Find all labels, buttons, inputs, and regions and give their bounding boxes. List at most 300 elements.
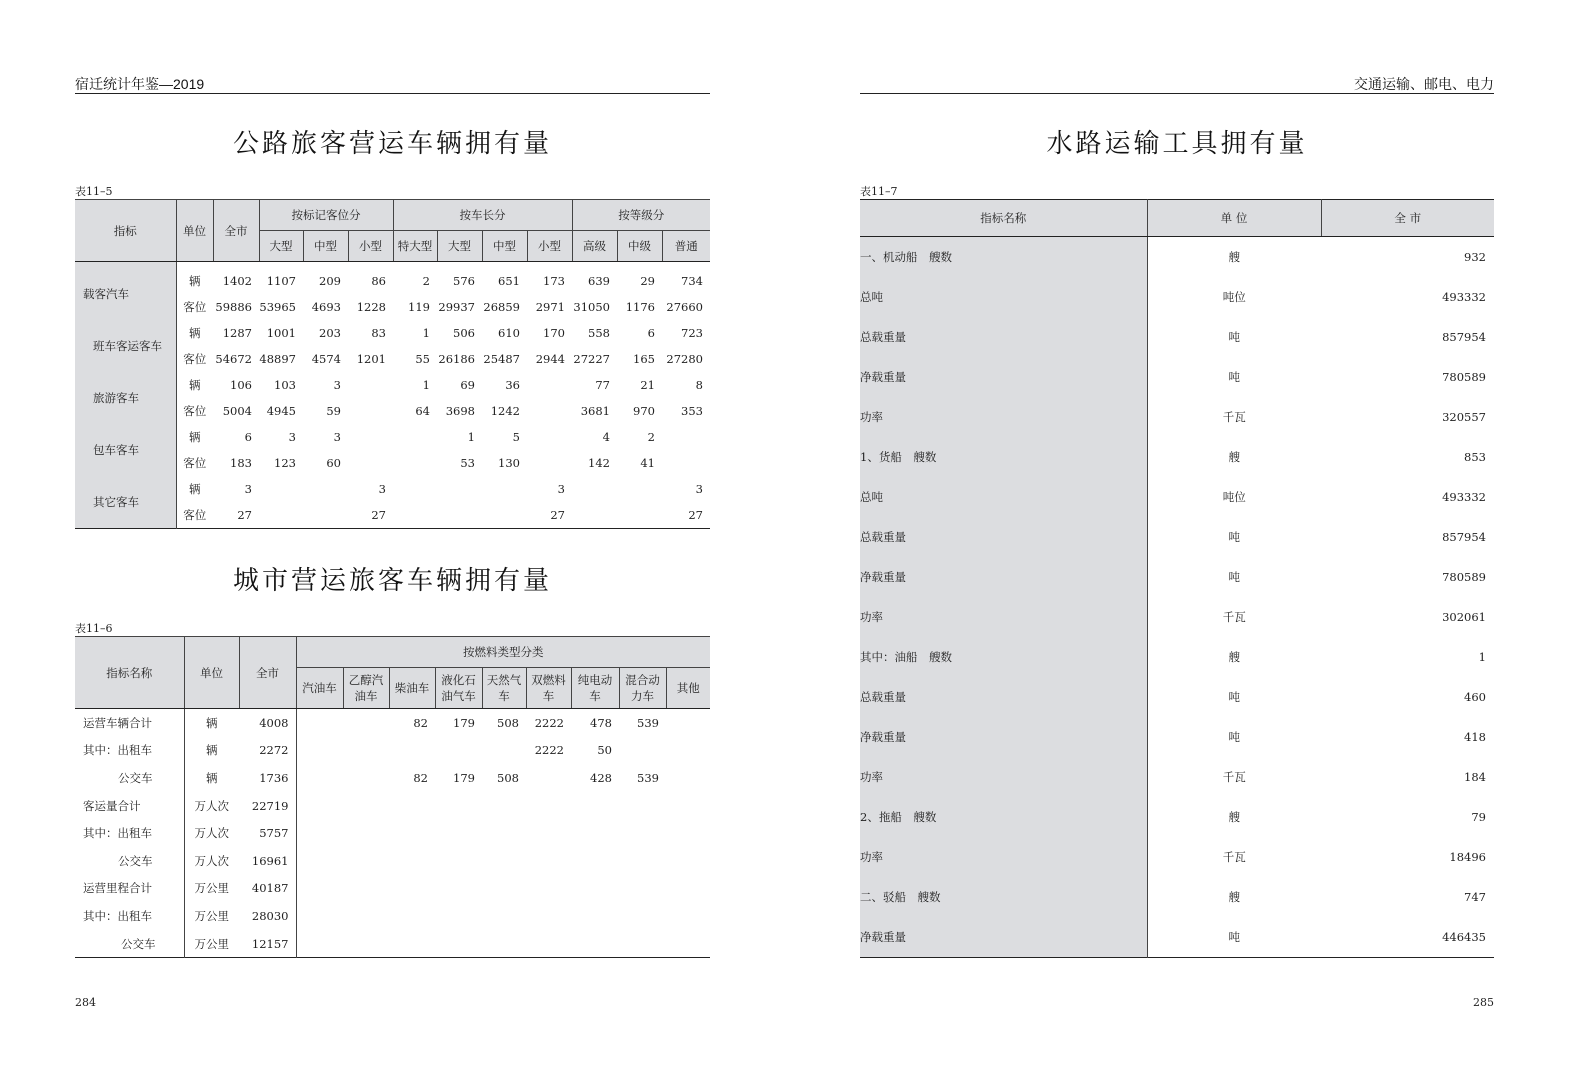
value-cell: 16961: [239, 847, 296, 875]
value-cell: 22719: [239, 792, 296, 820]
value-cell: 970: [633, 404, 655, 418]
value-cell: [482, 847, 526, 875]
value-cell: 428: [590, 770, 612, 785]
row-label: 一、机动船 艘数: [860, 237, 1147, 278]
value-cell: 31050: [573, 300, 610, 314]
value-cell: 5757: [239, 819, 296, 847]
value-cell: 27: [237, 508, 252, 522]
value-cell: 53: [460, 456, 475, 470]
value-cell: 165: [633, 352, 655, 366]
value-cell: [296, 792, 343, 820]
value-cell: [482, 819, 526, 847]
value-cell: 1: [467, 430, 475, 444]
value-cell: [619, 930, 666, 958]
value-cell: 1242: [490, 404, 520, 418]
value-cell: 539: [637, 715, 659, 730]
value-cell: [482, 792, 526, 820]
header-unit: 单 位: [1147, 200, 1321, 237]
row-label: 二、驳船 艘数: [860, 877, 1147, 917]
row-label: 公交车: [75, 764, 184, 792]
header-group-fuel: 按燃料类型分类: [296, 637, 710, 668]
value-cell: [619, 737, 666, 765]
header-group-grade: 按等级分: [572, 200, 710, 231]
row-label: 其中：出租车: [75, 902, 184, 930]
table-11-5: [75, 199, 710, 529]
table-row: [860, 677, 1494, 717]
table-row: [860, 277, 1494, 317]
value-cell: [571, 792, 619, 820]
unit-cell: 吨: [1228, 570, 1240, 584]
value-cell: [393, 424, 437, 450]
value-cell: 123: [274, 456, 296, 470]
table-row: [75, 372, 710, 398]
header-sub: 中型: [303, 231, 348, 262]
header-sub: 天然气车: [482, 668, 526, 709]
value-cell: [482, 930, 526, 958]
value-cell: 3: [378, 482, 386, 496]
row-label: 其它客车: [75, 476, 176, 529]
header-sub: 混合动力车: [619, 668, 666, 709]
value-cell: 320557: [1442, 410, 1486, 424]
value-cell: [666, 902, 710, 930]
value-cell: [343, 709, 389, 737]
table-11-6-title: 城市营运旅客车辆拥有量: [232, 566, 552, 596]
unit-cell: 千瓦: [1222, 610, 1246, 624]
row-label: 总载重量: [860, 317, 1147, 357]
unit-cell: 千瓦: [1222, 770, 1246, 784]
header-group-seats: 按标记客位分: [259, 200, 393, 231]
table-row: [860, 717, 1494, 757]
value-cell: 418: [1464, 730, 1486, 744]
header-rule-right: [860, 93, 1494, 94]
value-cell: 209: [319, 274, 341, 288]
value-cell: 4008: [239, 709, 296, 737]
value-cell: 651: [498, 274, 520, 288]
value-cell: [296, 930, 343, 958]
value-cell: 106: [230, 378, 252, 392]
value-cell: 69: [460, 378, 475, 392]
value-cell: 2: [422, 274, 430, 288]
header-sub: 普通: [662, 231, 710, 262]
value-cell: 3: [288, 430, 296, 444]
value-cell: 59886: [215, 300, 252, 314]
unit-cell: 辆: [189, 326, 201, 340]
row-label: 班车客运客车: [75, 320, 176, 372]
value-cell: 610: [498, 326, 520, 340]
table-row: [860, 517, 1494, 557]
value-cell: 29: [640, 274, 655, 288]
value-cell: [259, 502, 303, 529]
value-cell: [393, 502, 437, 529]
value-cell: 79: [1471, 810, 1486, 824]
value-cell: 29937: [438, 300, 475, 314]
value-cell: [572, 476, 617, 502]
value-cell: [303, 502, 348, 529]
running-head-right: 交通运输、邮电、电力: [1354, 76, 1494, 92]
value-cell: 54672: [215, 352, 252, 366]
value-cell: 27: [371, 508, 386, 522]
value-cell: 103: [274, 378, 296, 392]
unit-cell: 辆: [189, 430, 201, 444]
value-cell: [482, 502, 527, 529]
value-cell: 1228: [356, 300, 386, 314]
value-cell: 5: [512, 430, 520, 444]
value-cell: [389, 902, 435, 930]
row-label: 1、货船 艘数: [860, 437, 1147, 477]
value-cell: 446435: [1442, 930, 1486, 944]
value-cell: [343, 764, 389, 792]
value-cell: 478: [590, 715, 612, 730]
value-cell: 1402: [222, 274, 252, 288]
value-cell: [435, 902, 482, 930]
value-cell: [348, 424, 393, 450]
row-label: 功率: [860, 837, 1147, 877]
value-cell: [348, 398, 393, 424]
value-cell: [343, 847, 389, 875]
value-cell: [343, 930, 389, 958]
table-row: [75, 902, 710, 930]
value-cell: 27660: [666, 300, 703, 314]
header-unit: 单位: [176, 200, 213, 262]
value-cell: [482, 476, 527, 502]
row-label: 功率: [860, 757, 1147, 797]
table-row: [75, 737, 710, 765]
unit-cell: 吨位: [1222, 490, 1246, 504]
row-label: 总载重量: [860, 677, 1147, 717]
value-cell: [526, 875, 571, 903]
value-cell: 64: [415, 404, 430, 418]
value-cell: [527, 398, 572, 424]
header-sub: 柴油车: [389, 668, 435, 709]
value-cell: [526, 930, 571, 958]
table-row: [860, 557, 1494, 597]
value-cell: [666, 847, 710, 875]
row-label: 净载重量: [860, 557, 1147, 597]
header-sub: 其他: [666, 668, 710, 709]
table-row: [75, 792, 710, 820]
table-row: [860, 317, 1494, 357]
value-cell: [482, 737, 526, 765]
value-cell: 493332: [1442, 490, 1486, 504]
unit-cell: 万人次: [194, 853, 229, 868]
value-cell: 3: [244, 482, 252, 496]
value-cell: [571, 902, 619, 930]
value-cell: [666, 875, 710, 903]
value-cell: [343, 875, 389, 903]
value-cell: 4: [602, 430, 610, 444]
value-cell: 53965: [259, 300, 296, 314]
value-cell: [435, 792, 482, 820]
table-row: [860, 597, 1494, 637]
row-label: 其中：油船 艘数: [860, 637, 1147, 677]
header-sub: 汽油车: [296, 668, 343, 709]
value-cell: [526, 764, 571, 792]
value-cell: [662, 424, 710, 450]
row-label: 净载重量: [860, 917, 1147, 958]
value-cell: 26859: [483, 300, 520, 314]
value-cell: [526, 819, 571, 847]
header-rule-left: [75, 93, 710, 94]
value-cell: [619, 847, 666, 875]
value-cell: [348, 372, 393, 398]
value-cell: [389, 875, 435, 903]
unit-cell: 艘: [1228, 650, 1240, 664]
value-cell: 6: [244, 430, 252, 444]
row-label: 客运量合计: [75, 792, 184, 820]
value-cell: 2971: [535, 300, 565, 314]
value-cell: 130: [498, 456, 520, 470]
value-cell: 83: [371, 326, 386, 340]
value-cell: 508: [497, 770, 519, 785]
table-row: [75, 476, 710, 502]
value-cell: 539: [637, 770, 659, 785]
value-cell: 576: [453, 274, 475, 288]
value-cell: 4945: [266, 404, 296, 418]
unit-cell: 吨: [1228, 930, 1240, 944]
value-cell: 1001: [266, 326, 296, 340]
value-cell: 1287: [222, 326, 252, 340]
table-11-7-number: 表11–7: [860, 185, 898, 198]
value-cell: 3698: [445, 404, 475, 418]
table-row: [860, 877, 1494, 917]
table-11-7-title: 水路运输工具拥有量: [1046, 129, 1308, 159]
header-sub: 小型: [348, 231, 393, 262]
unit-cell: 千瓦: [1222, 850, 1246, 864]
unit-cell: 客位: [183, 404, 207, 418]
header-total: 全 市: [1321, 200, 1494, 237]
unit-cell: 吨位: [1222, 290, 1246, 304]
value-cell: [343, 902, 389, 930]
value-cell: [435, 847, 482, 875]
value-cell: [666, 930, 710, 958]
row-label: 公交车: [75, 930, 184, 958]
value-cell: 41: [640, 456, 655, 470]
value-cell: 508: [497, 715, 519, 730]
value-cell: [393, 450, 437, 476]
value-cell: 506: [453, 326, 475, 340]
value-cell: [296, 847, 343, 875]
value-cell: [393, 476, 437, 502]
value-cell: [296, 737, 343, 765]
value-cell: 3: [557, 482, 565, 496]
value-cell: [296, 875, 343, 903]
header-sub: 中型: [482, 231, 527, 262]
value-cell: [662, 450, 710, 476]
header-sub: 双燃料车: [526, 668, 571, 709]
table-row: [860, 837, 1494, 877]
table-11-5-number: 表11–5: [75, 185, 113, 198]
value-cell: [619, 792, 666, 820]
value-cell: 142: [588, 456, 610, 470]
value-cell: 2222: [534, 743, 564, 758]
unit-cell: 客位: [183, 456, 207, 470]
value-cell: 40187: [239, 875, 296, 903]
value-cell: 1736: [239, 764, 296, 792]
value-cell: 1: [422, 378, 430, 392]
value-cell: 639: [588, 274, 610, 288]
value-cell: 4574: [311, 352, 341, 366]
unit-cell: 客位: [183, 300, 207, 314]
value-cell: [619, 875, 666, 903]
table-row: [860, 237, 1494, 278]
row-label: 包车客车: [75, 424, 176, 476]
unit-cell: 万公里: [194, 936, 229, 951]
header-total: 全市: [239, 637, 296, 709]
row-label: 公交车: [75, 847, 184, 875]
value-cell: [571, 930, 619, 958]
table-row: [860, 357, 1494, 397]
table-row: [75, 930, 710, 958]
value-cell: [666, 737, 710, 765]
value-cell: [527, 372, 572, 398]
header-sub: 中级: [617, 231, 662, 262]
value-cell: 857954: [1442, 330, 1486, 344]
header-sub: 纯电动车: [571, 668, 619, 709]
value-cell: 3681: [580, 404, 610, 418]
value-cell: 28030: [239, 902, 296, 930]
table-row: [75, 875, 710, 903]
value-cell: 183: [230, 456, 252, 470]
table-row: [860, 397, 1494, 437]
unit-cell: 辆: [206, 715, 218, 730]
table-row: [75, 424, 710, 450]
value-cell: 8: [695, 378, 703, 392]
table-row: [75, 847, 710, 875]
value-cell: [343, 792, 389, 820]
value-cell: 1: [422, 326, 430, 340]
value-cell: 82: [413, 715, 428, 730]
value-cell: 12157: [239, 930, 296, 958]
row-label: 总载重量: [860, 517, 1147, 557]
unit-cell: 艘: [1228, 450, 1240, 464]
value-cell: [435, 930, 482, 958]
value-cell: 932: [1464, 250, 1486, 264]
value-cell: 1176: [625, 300, 655, 314]
value-cell: 27: [550, 508, 565, 522]
value-cell: 59: [326, 404, 341, 418]
value-cell: [389, 737, 435, 765]
value-cell: 2222: [534, 715, 564, 730]
value-cell: [617, 502, 662, 529]
value-cell: [482, 902, 526, 930]
unit-cell: 客位: [183, 508, 207, 522]
unit-cell: 千瓦: [1222, 410, 1246, 424]
value-cell: [666, 819, 710, 847]
value-cell: [435, 737, 482, 765]
unit-cell: 辆: [189, 378, 201, 392]
row-label: 总吨: [860, 477, 1147, 517]
unit-cell: 吨: [1228, 690, 1240, 704]
value-cell: 55: [415, 352, 430, 366]
unit-cell: 艘: [1228, 250, 1240, 264]
table-row: [860, 637, 1494, 677]
value-cell: [571, 819, 619, 847]
value-cell: 1201: [356, 352, 386, 366]
folio-right: 285: [1473, 996, 1494, 1009]
value-cell: 2272: [239, 737, 296, 765]
value-cell: 3: [333, 430, 341, 444]
value-cell: [526, 792, 571, 820]
row-label: 其中：出租车: [75, 819, 184, 847]
header-indicator-name: 指标名称: [860, 200, 1147, 237]
value-cell: 184: [1464, 770, 1486, 784]
value-cell: 734: [681, 274, 703, 288]
value-cell: [389, 819, 435, 847]
unit-cell: 吨: [1228, 370, 1240, 384]
header-sub: 液化石油气车: [435, 668, 482, 709]
value-cell: 27: [688, 508, 703, 522]
value-cell: 1: [1478, 650, 1486, 664]
value-cell: 21: [640, 378, 655, 392]
value-cell: [666, 709, 710, 737]
unit-cell: 辆: [189, 482, 201, 496]
header-unit: 单位: [184, 637, 239, 709]
value-cell: [666, 764, 710, 792]
value-cell: 86: [371, 274, 386, 288]
value-cell: 27280: [666, 352, 703, 366]
table-11-6-number: 表11–6: [75, 622, 113, 635]
value-cell: 5004: [222, 404, 252, 418]
value-cell: [482, 875, 526, 903]
unit-cell: 辆: [206, 770, 218, 785]
value-cell: [435, 875, 482, 903]
value-cell: 173: [543, 274, 565, 288]
value-cell: 353: [681, 404, 703, 418]
value-cell: 780589: [1442, 370, 1486, 384]
value-cell: 2: [647, 430, 655, 444]
row-label: 总吨: [860, 277, 1147, 317]
table-row: [75, 262, 710, 295]
value-cell: 558: [588, 326, 610, 340]
value-cell: 723: [681, 326, 703, 340]
table-11-6: [75, 636, 710, 958]
value-cell: 170: [543, 326, 565, 340]
value-cell: 853: [1464, 450, 1486, 464]
header-sub: 大型: [259, 231, 303, 262]
row-label: 运营车辆合计: [75, 709, 184, 737]
value-cell: 27227: [573, 352, 610, 366]
value-cell: [343, 819, 389, 847]
unit-cell: 客位: [183, 352, 207, 366]
value-cell: [527, 424, 572, 450]
value-cell: 493332: [1442, 290, 1486, 304]
value-cell: 1107: [266, 274, 296, 288]
value-cell: [296, 764, 343, 792]
value-cell: [296, 709, 343, 737]
row-label: 净载重量: [860, 717, 1147, 757]
value-cell: 18496: [1449, 850, 1486, 864]
value-cell: 50: [597, 743, 612, 758]
table-row: [860, 437, 1494, 477]
header-sub: 大型: [437, 231, 482, 262]
row-label: 旅游客车: [75, 372, 176, 424]
value-cell: [259, 476, 303, 502]
value-cell: 203: [319, 326, 341, 340]
table-row: [75, 320, 710, 346]
table-row: [75, 764, 710, 792]
value-cell: 3: [333, 378, 341, 392]
value-cell: 6: [647, 326, 655, 340]
unit-cell: 万人次: [194, 798, 229, 813]
row-label: 功率: [860, 397, 1147, 437]
header-group-length: 按车长分: [393, 200, 572, 231]
unit-cell: 吨: [1228, 530, 1240, 544]
value-cell: [343, 737, 389, 765]
value-cell: [666, 792, 710, 820]
value-cell: 60: [326, 456, 341, 470]
value-cell: [389, 847, 435, 875]
header-sub: 小型: [527, 231, 572, 262]
